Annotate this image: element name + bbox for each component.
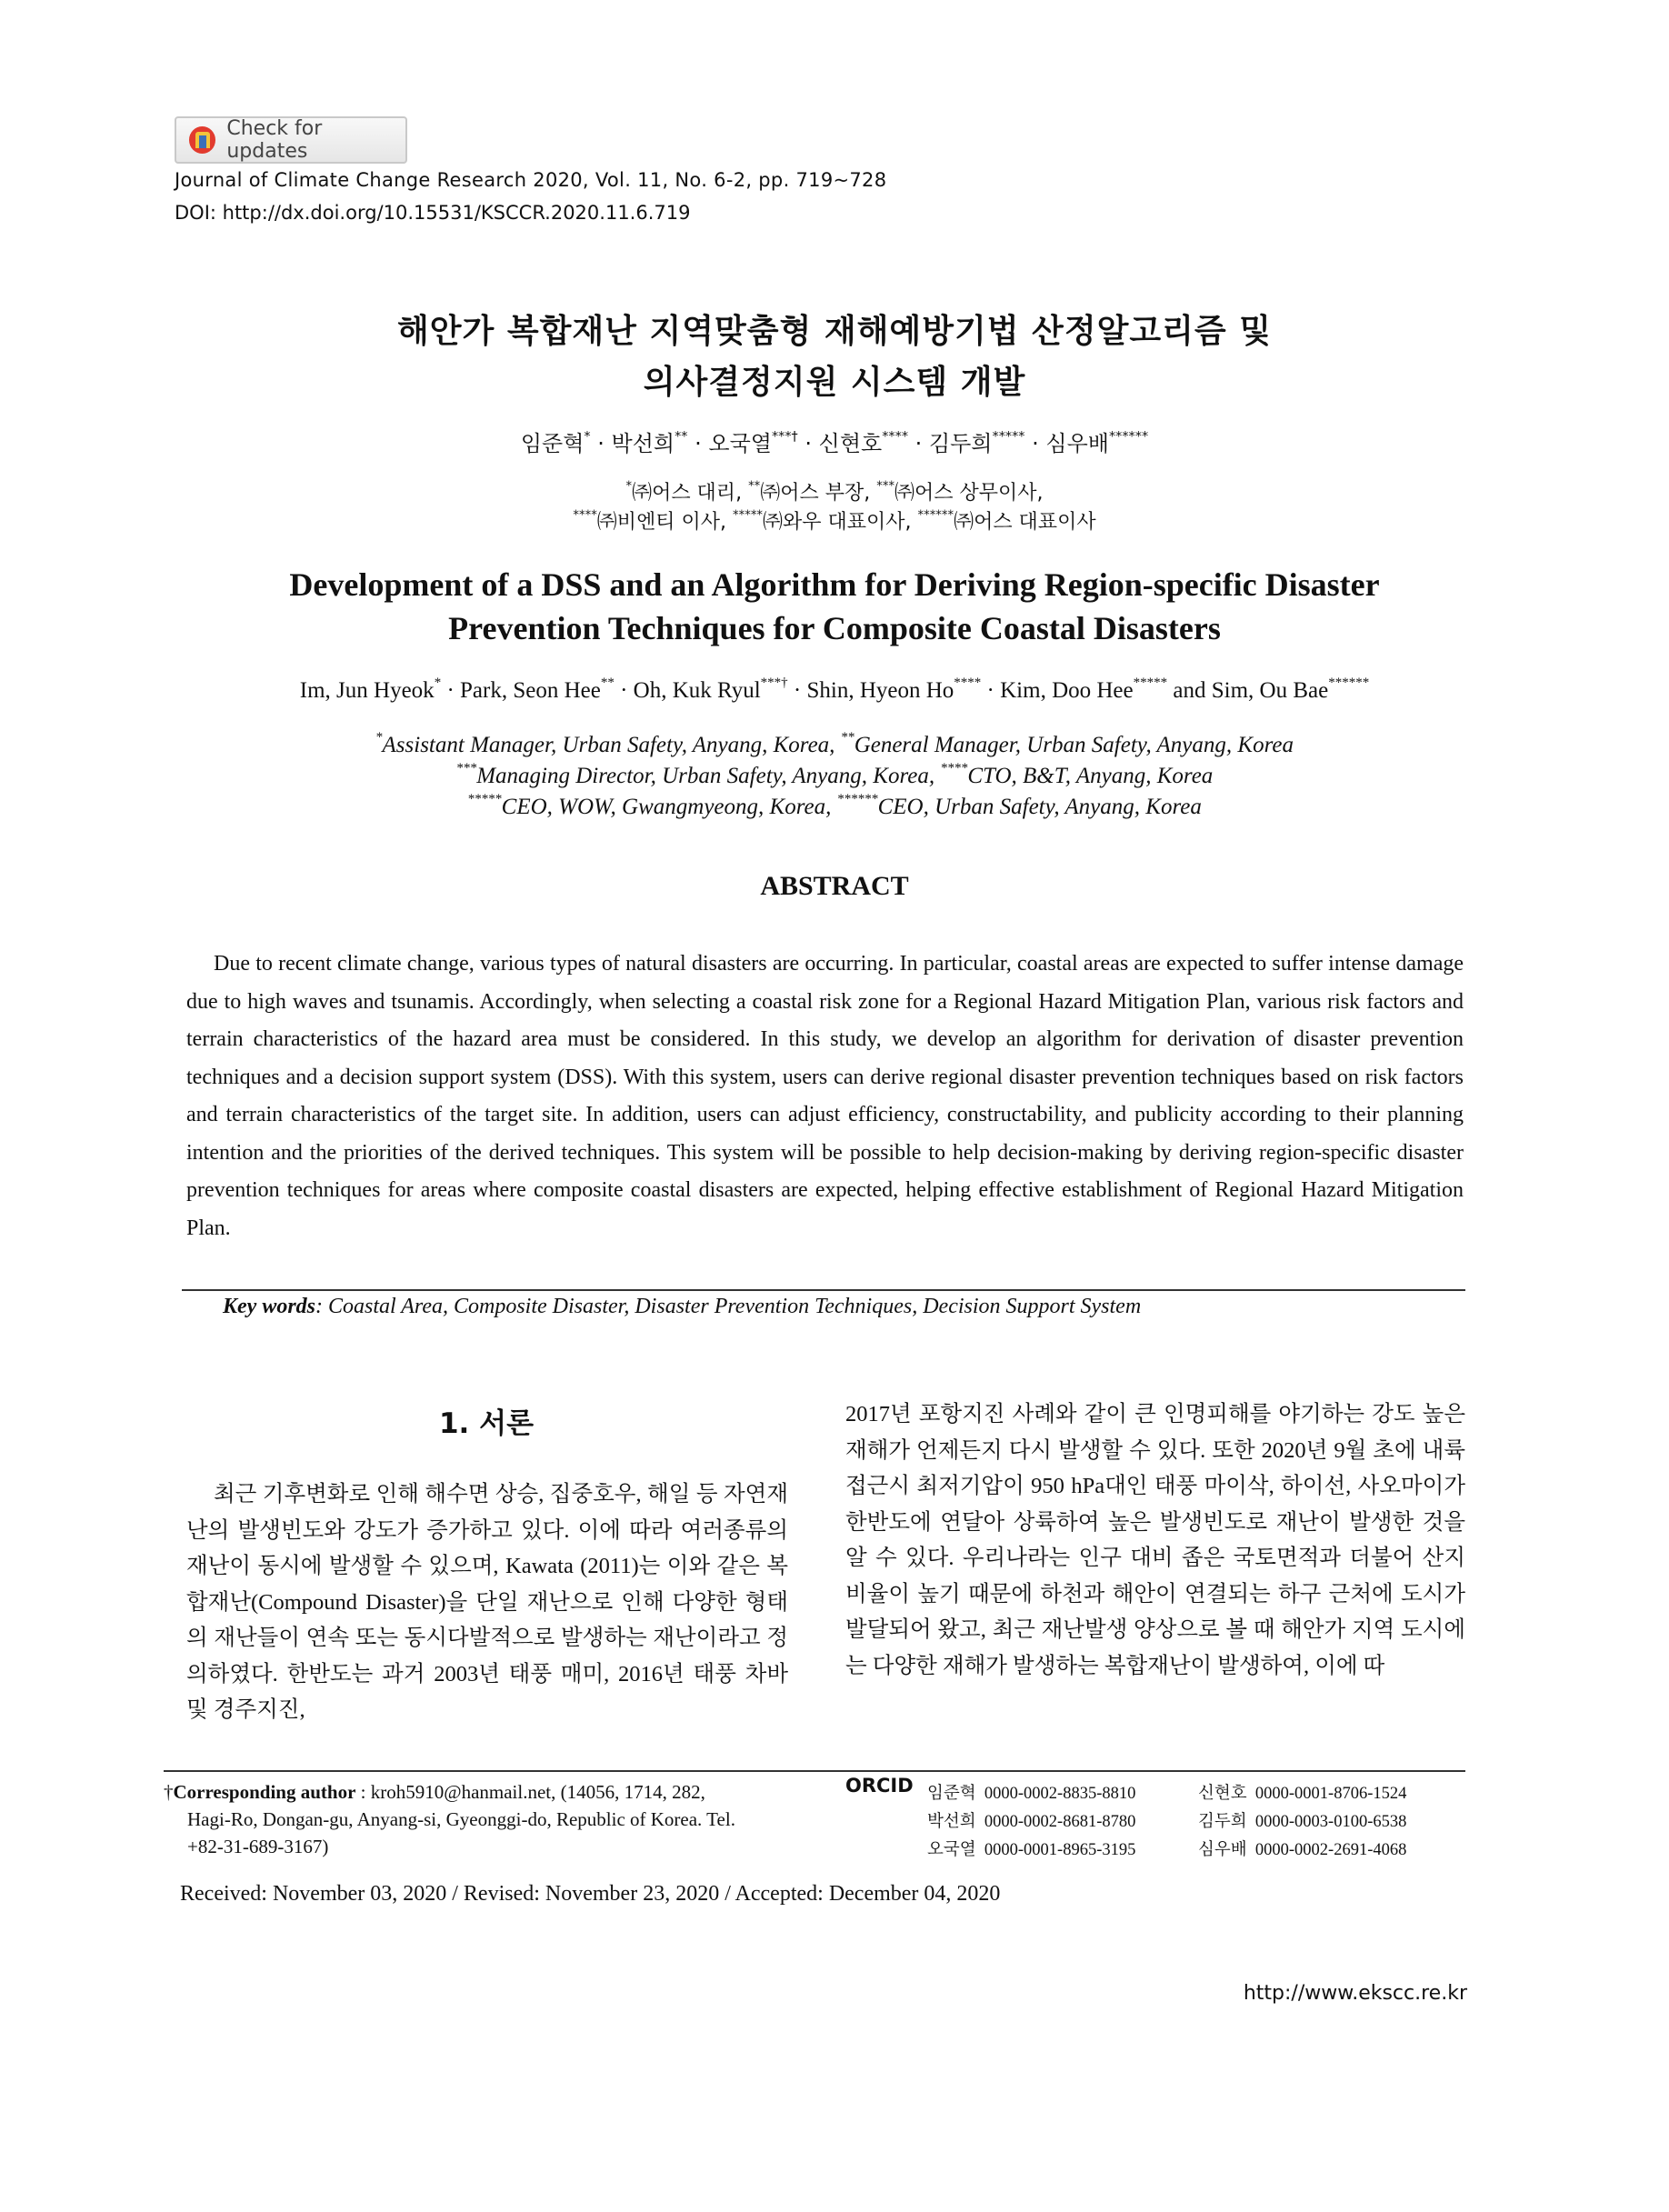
english-affiliations-line-1: *Assistant Manager, Urban Safety, Anyang, Korea, **General Manager, Urban Safety, Anyang, Korea xyxy=(375,730,1294,757)
abstract-body: Due to recent climate change, various types of natural disasters are occurring. In particular, coastal areas are expected to suffer intense damage due to high waves and tsunamis. Accordingly, when selecting a coastal risk zone for a Regional Hazard Mitigation Plan, various risk factors and terrain characteristics of the hazard area must be considered. In this study, we develop an algorithm for derivation of disaster prevention techniques and a decision support system (DSS). With this system, users can derive regional disaster prevention techniques based on risk factors and terrain characteristics of the target site. In addition, users can adjust efficiency, constructability, and publicity according to their planning intention and the priorities of the derived techniques. This system will be possible to help decision-making by deriving region-specific disaster prevention techniques for areas where composite coastal disasters are expected, helping effective establishment of Regional Hazard Mitigation Plan. xyxy=(186,952,1464,1240)
orcid-entry[interactable]: 오국열 0000-0001-8965-3195 xyxy=(927,1841,1136,1859)
english-affiliations-line-3: *****CEO, WOW, Gwangmyeong, Korea, ******CEO, Urban Safety, Anyang, Korea xyxy=(467,792,1202,819)
korean-author-list xyxy=(0,425,1669,457)
english-title-line-2: Prevention Techniques for Composite Coastal Disasters xyxy=(448,610,1221,646)
orcid-entry[interactable]: 심우배 0000-0002-2691-4068 xyxy=(1198,1841,1407,1859)
abstract-heading: ABSTRACT xyxy=(760,871,909,901)
crossmark-icon xyxy=(189,126,215,154)
english-title-line-1: Development of a DSS and an Algorithm for Deriving Region-specific Disaster xyxy=(289,566,1380,603)
english-author: Sim, Ou Bae****** xyxy=(1211,676,1370,703)
section-heading: 1. 서론 xyxy=(438,1407,535,1440)
author-separator: · xyxy=(805,431,813,456)
abstract-divider xyxy=(182,1289,1465,1291)
journal-website-link[interactable]: http://www.ekscc.re.kr xyxy=(1243,1982,1467,2005)
orcid-entry[interactable]: 박선희 0000-0002-8681-8780 xyxy=(927,1813,1136,1831)
orcid-label: ORCID xyxy=(845,1775,914,1797)
english-author-list xyxy=(0,678,1669,704)
check-for-updates-label: Check for updates xyxy=(226,117,323,163)
english-author: Shin, Hyeon Ho**** · xyxy=(806,676,1001,703)
keywords-label: Key words xyxy=(223,1295,315,1318)
orcid-entry[interactable]: 신현호 0000-0001-8706-1524 xyxy=(1198,1785,1407,1803)
korean-affiliations-line-1: *㈜어스 대리, **㈜어스 부장, ***㈜어스 상무이사, xyxy=(625,479,1044,505)
author-separator: · xyxy=(695,431,702,456)
body-left-column xyxy=(186,1476,788,1728)
keywords-list: : Coastal Area, Composite Disaster, Disaster Prevention Techniques, Decision Support System xyxy=(315,1295,1142,1318)
english-affiliations-line-2: ***Managing Director, Urban Safety, Anyang, Korea, ****CTO, B&T, Anyang, Korea xyxy=(455,761,1214,788)
korean-author: 김두희***** xyxy=(928,429,1025,456)
korean-title-line-1: 해안가 복합재난 지역맞춤형 재해예방기법 산정알고리즘 및 xyxy=(396,313,1273,350)
korean-affiliations-line-2: ****㈜비엔티 이사, *****㈜와우 대표이사, ******㈜어스 대표이사 xyxy=(573,508,1096,534)
submission-dates: Received: November 03, 2020 / Revised: November 23, 2020 / Accepted: December 04, 2020 xyxy=(180,1882,1001,1906)
body-right-column xyxy=(845,1396,1465,1684)
korean-author: 박선희** xyxy=(611,429,688,456)
author-separator: · xyxy=(597,431,605,456)
korean-author: 오국열***† xyxy=(708,429,798,456)
author-separator: · xyxy=(914,431,923,456)
journal-citation: Journal of Climate Change Research 2020, Vol. 11, No. 6-2, pp. 719~728 xyxy=(175,169,887,191)
korean-author: 심우배****** xyxy=(1045,429,1149,456)
doi-link[interactable]: DOI: http://dx.doi.org/10.15531/KSCCR.2020.11.6.719 xyxy=(175,202,691,224)
korean-author: 신현호**** xyxy=(818,429,909,456)
orcid-entry[interactable]: 김두희 0000-0003-0100-6538 xyxy=(1198,1813,1407,1831)
author-separator: · xyxy=(1032,431,1039,456)
body-paragraph: 2017년 포항지진 사례와 같이 큰 인명피해를 야기하는 강도 높은 재해가 언제든지 다시 발생할 수 있다. 또한 2020년 9월 초에 내륙 접근시 최저기압이 950 hPa대인 태풍 마이삭, 하이선, 사오마이가 한반도에 연달아 상륙하여 높은 발생빈도로 재난이 발생한 것을 알 수 있다. 우리나라는 인구 대비 좁은 국토면적과 더불어 산지 비율이 높기 때문에 하천과 해안이 연결되는 하구 근처에 도시가 발달되어 왔고, 최근 재난발생 양상으로 볼 때 해안가 지역 도시에는 다양한 재해가 발생하는 복합재난이 발생하여, 이에 따 xyxy=(845,1402,1465,1678)
english-author: Im, Jun Hyeok* · xyxy=(299,676,461,703)
footnote-divider xyxy=(164,1770,1465,1772)
korean-title-line-2: 의사결정지원 시스템 개발 xyxy=(643,364,1026,401)
corresponding-author-note: †Corresponding author : kroh5910@hanmail.net, (14056, 1714, 282, Hagi-Ro, Dongan-gu, Anyang-si, Gyeonggi-do, Republic of Korea. Tel. +82-31-689-3167) xyxy=(164,1781,735,1857)
orcid-entry[interactable]: 임준혁 0000-0002-8835-8810 xyxy=(927,1785,1136,1803)
korean-author: 임준혁* xyxy=(520,429,591,456)
english-author: Oh, Kuk Ryul***† · xyxy=(633,676,807,703)
keywords xyxy=(223,1295,1141,1319)
body-paragraph: 최근 기후변화로 인해 해수면 상승, 집중호우, 해일 등 자연재난의 발생빈도와 강도가 증가하고 있다. 이에 따라 여러종류의 재난이 동시에 발생할 수 있으며, Kawata (2011)는 이와 같은 복합재난(Compound Disaster)을 단일 재난으로 인해 다양한 형태의 재난들이 연속 또는 동시다발적으로 발생하는 재난이라고 정의하였다. 한반도는 과거 2003년 태풍 매미, 2016년 태풍 차바 및 경주지진, xyxy=(186,1482,788,1722)
check-for-updates-button[interactable] xyxy=(175,116,407,164)
english-author: Kim, Doo Hee***** and xyxy=(1000,676,1212,703)
english-author: Park, Seon Hee** · xyxy=(460,676,634,703)
